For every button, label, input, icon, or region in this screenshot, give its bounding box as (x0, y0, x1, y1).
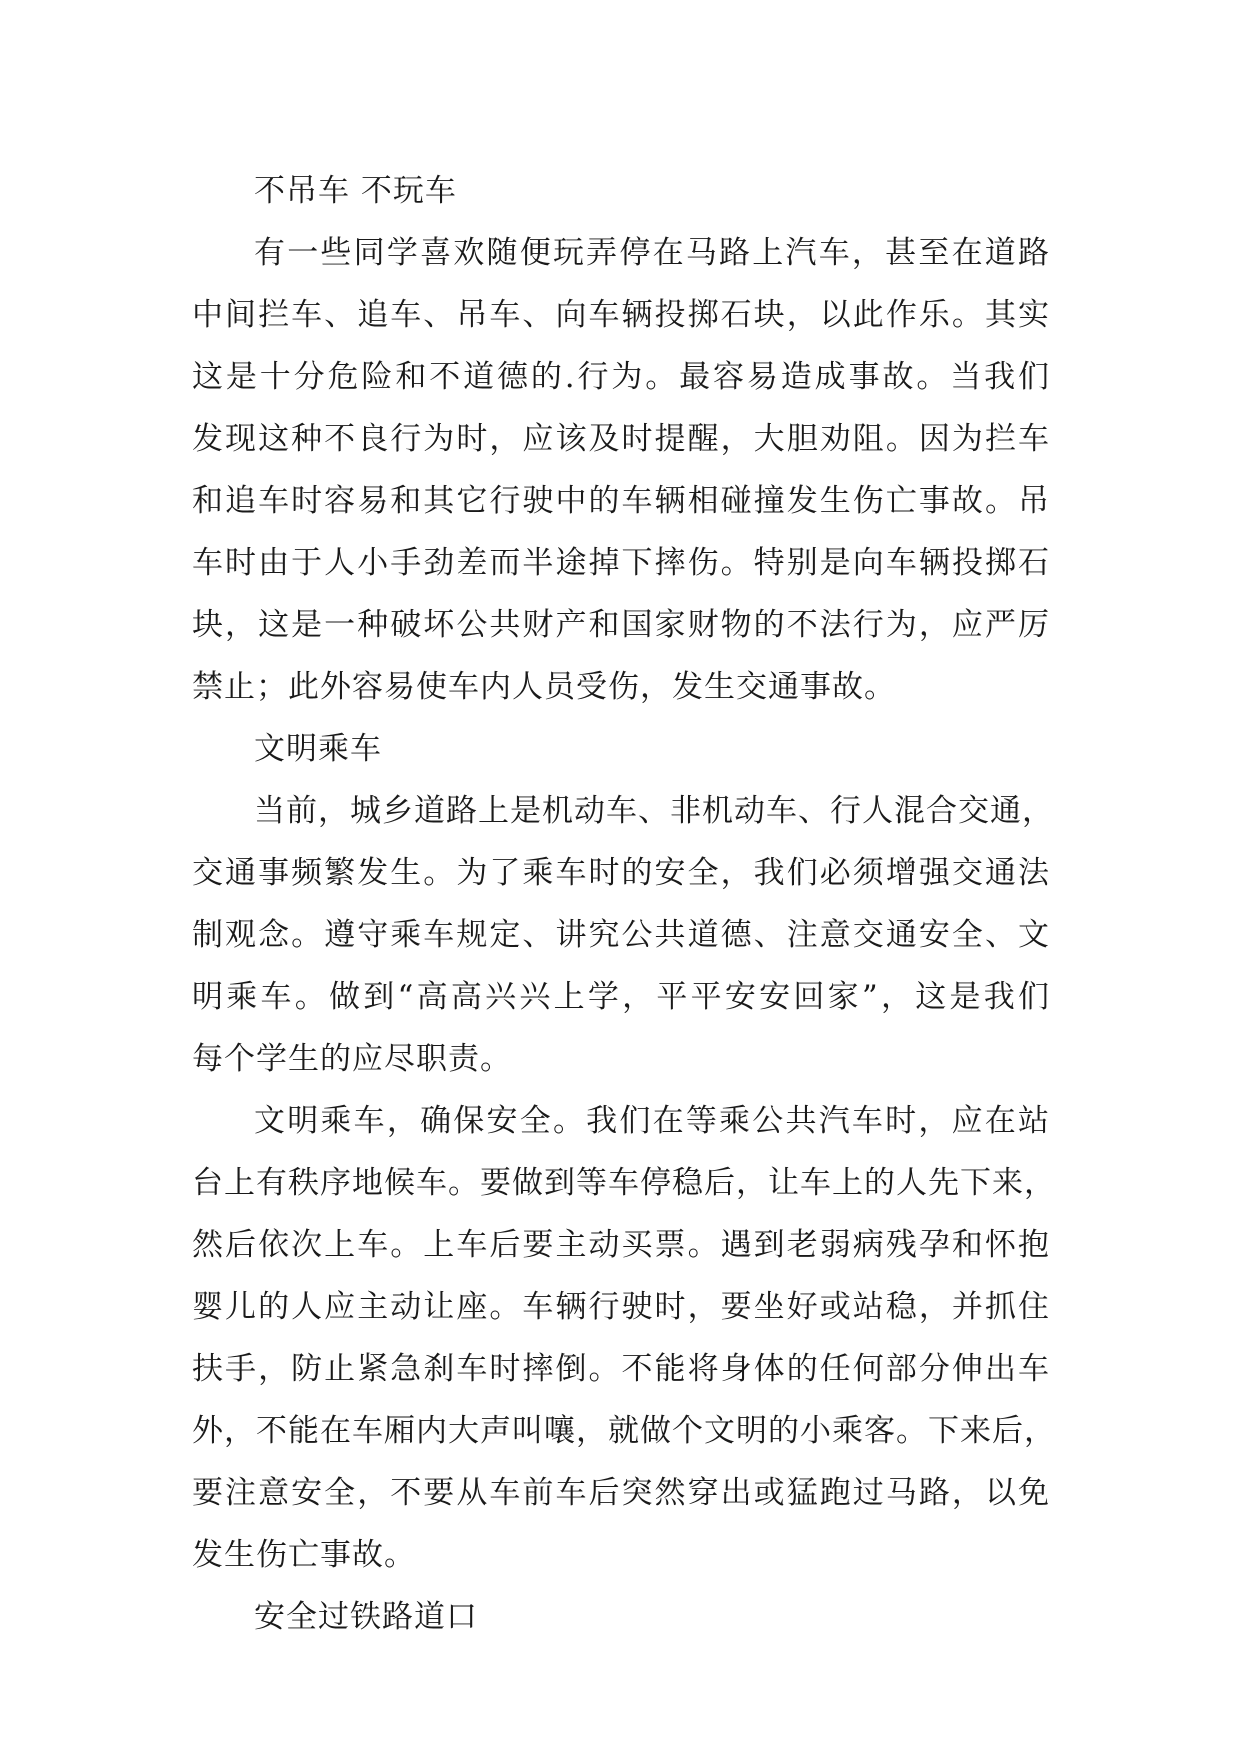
paragraph-line: 车时由于人小手劲差而半途掉下摔伤。特别是向车辆投掷石 (192, 545, 1050, 581)
paragraph-line: 和追车时容易和其它行驶中的车辆相碰撞发生伤亡事故。吊 (192, 483, 1050, 519)
paragraph-line: 每个学生的应尽职责。 (192, 1041, 512, 1077)
paragraph-line: 扶手，防止紧急刹车时摔倒。不能将身体的任何部分伸出车 (192, 1351, 1050, 1387)
paragraph-civilized-riding-2 (192, 1090, 1056, 1586)
document-body (192, 160, 1056, 1648)
paragraph-line: 文明乘车，确保安全。我们在等乘公共汽车时，应在站 (254, 1103, 1050, 1139)
paragraph-line: 中间拦车、追车、吊车、向车辆投掷石块，以此作乐。其实 (192, 297, 1050, 333)
paragraph-line: 块，这是一种破坏公共财产和国家财物的不法行为，应严厉 (192, 607, 1050, 643)
paragraph-line: 婴儿的人应主动让座。车辆行驶时，要坐好或站稳，并抓住 (192, 1289, 1050, 1325)
paragraph-line: 交通事频繁发生。为了乘车时的安全，我们必须增强交通法 (192, 855, 1050, 891)
paragraph-line: 禁止；此外容易使车内人员受伤，发生交通事故。 (192, 669, 896, 705)
paragraph-civilized-riding-1 (192, 780, 1054, 1090)
paragraph-line: 制观念。遵守乘车规定、讲究公共道德、注意交通安全、文 (192, 917, 1050, 953)
paragraph-line: 明乘车。做到“高高兴兴上学，平平安安回家”，这是我们 (192, 979, 1050, 1015)
section-heading-railway-crossing: 安全过铁路道口 (254, 1599, 478, 1635)
paragraph-line: 然后依次上车。上车后要主动买票。遇到老弱病残孕和怀抱 (192, 1227, 1050, 1263)
paragraph-line: 发现这种不良行为时，应该及时提醒，大胆劝阻。因为拦车 (192, 421, 1050, 457)
paragraph-line: 发生伤亡事故。 (192, 1537, 416, 1573)
section-heading-civilized-riding: 文明乘车 (254, 731, 382, 767)
paragraph-line: 当前，城乡道路上是机动车、非机动车、行人混合交通， (254, 793, 1054, 829)
paragraph-line: 这是十分危险和不道德的.行为。最容易造成事故。当我们 (192, 359, 1050, 395)
paragraph-line: 要注意安全，不要从车前车后突然穿出或猛跑过马路，以免 (192, 1475, 1050, 1511)
paragraph-line: 外，不能在车厢内大声叫嚷，就做个文明的小乘客。下来后， (192, 1413, 1056, 1449)
section-heading-no-hanging-on-vehicles: 不吊车 不玩车 (254, 173, 457, 209)
paragraph-no-hanging-on-vehicles (192, 222, 1050, 718)
paragraph-line: 台上有秩序地候车。要做到等车停稳后，让车上的人先下来， (192, 1165, 1056, 1201)
paragraph-line: 有一些同学喜欢随便玩弄停在马路上汽车，甚至在道路 (254, 235, 1050, 271)
